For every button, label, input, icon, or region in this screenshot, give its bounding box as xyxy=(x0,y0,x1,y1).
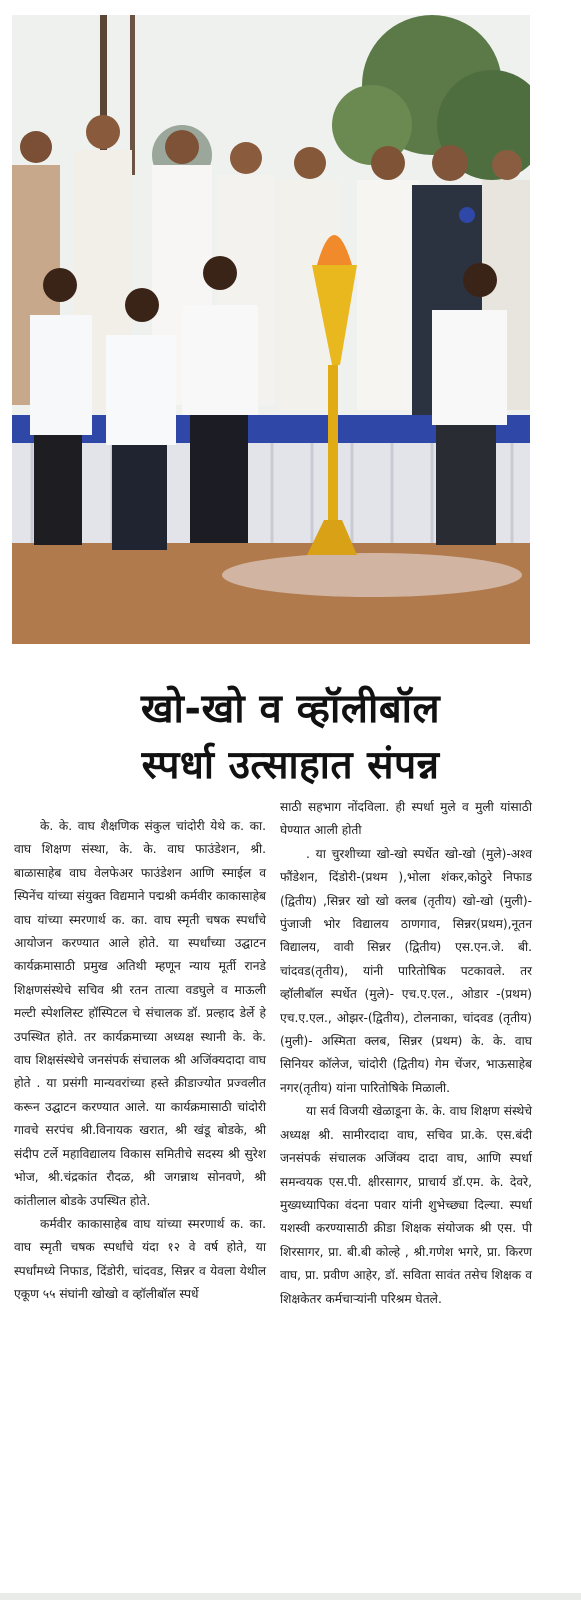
paragraph-thanks: या सर्व विजयी खेळाडूना के. के. वाघ शिक्षण संस्थेचे अध्यक्ष श्री. सामीरदादा वाघ, सचिव प्रा.के. एस.बंदी जनसंपर्क संचालक अजिंक्य दादा वाघ, आणि स्पर्धा समन्वयक एस.पी. क्षीरसागर, प्राचार्य डॉ.एम. के. देवरे, मुख्यध्यापिका वंदना पवार यांनी शुभेच्छ्या दिल्या. स्पर्धा यशस्वी करण्यासाठी क्रीडा शिक्षक संयोजक श्री एस. पी शिरसागर, प्रा. बी.बी कोल्हे , श्री.गणेश भगरे, प्रा. किरण वाघ, प्रा. प्रवीण आहेर, डॉ. सविता सावंत तसेच शिक्षक व शिक्षकेतर कर्मचाऱ्यांनी परिश्रम घेतले. xyxy=(280,1104,532,1306)
paragraph-results: . या चुरशीच्या खो-खो स्पर्धेत खो-खो (मुले)-अश्व फौंडेशन, दिंडोरी-(प्रथम ),भोला शंकर,कोठुरे निफाड (द्वितीय) ,सिन्नर खो खो क्लब (तृतीय) खो-खो (मुली)-पुंजाजी भोर विद्यालय ठाणगाव, सिन्नर(प्रथम),नूतन विद्यालय, वावी सिन्नर (द्वितीय) एस.एन.जे. बी. चांदवड(तृतीय), यांनी पारितोषिक पटकावले. तर व्हॉलीबॉल स्पर्धेत (मुले)- एच.ए.एल., ओडार -(प्रथम) एच.ए.एल., ओझर-(द्वितीय), टोलनाका, चांदवड (तृतीय) (मुली)- अस्मिता क्लब, सिन्नर (प्रथम) के. के. वाघ सिनियर कॉलेज, चांदोरी (द्वितीय) गेम चेंजर, भाऊसाहेब नगर(तृतीय) यांना पारितोषिके मिळाली. xyxy=(280,846,532,1095)
paragraph-intro: के. के. वाघ शैक्षणिक संकुल चांदोरी येथे क. का. वाघ शिक्षण संस्था, के. के. वाघ फाउंडेशन, श्री. बाळासाहेब वाघ वेलफेअर फाउंडेशन आणि स्माईल व स्पिनेंच यांच्या संयुक्त विद्यमाने पद्मश्री कर्मवीर काकासाहेब वाघ यांच्या स्मरणार्थ क. का. वाघ स्मृती चषक स्पर्धांचे आयोजन करण्यात आले होते. या स्पर्धांच्या उद्घाटन कार्यक्रमासाठी प्रमुख अतिथी म्हणून न्याय मूर्ती रानडे शिक्षणसंस्थेचे सचिव श्री रतन तात्या वडघुले व माऊली मल्टी स्पेशलिस्ट हॉस्पिटल चे संचालक डॉ. प्रल्हाद डेर्ले हे उपस्थित होते. तर कार्यक्रमाच्या अध्यक्ष स्थानी के. के. वाघ शिक्षसंस्थेचे जनसंपर्क संचालक श्री अजिंक्यदादा वाघ होते . या प्रसंगी मान्यवरांच्या हस्ते क्रीडाज्योत प्रज्वलीत करून उद्घाटन करण्यात आले. या कार्यक्रमासाठी चांदोरी गावचे सरपंच श्री.विनायक खरात, श्री खंडू बोडके, श्री संदीप टर्ले महाविद्यालय विकास समितीचे सदस्य श्री सुरेश भोज, श्री.चंद्रकांत रौदळ, श्री जगन्नाथ सोनवणे, श्री कांतीलाल बोडके उपस्थित होते. xyxy=(14,819,266,1208)
bottom-edge xyxy=(0,1593,581,1600)
headline-line-1: खो-खो व व्हॉलीबॉल xyxy=(140,686,441,732)
paragraph-continued: साठी सहभाग नोंदविला. ही स्पर्धा मुले व मुली यांसाठी घेण्यात आली होती xyxy=(280,800,532,838)
headline-line-2: स्पर्धा उत्साहात संपन्न xyxy=(141,743,440,788)
paragraph-teams: कर्मवीर काकासाहेब वाघ यांच्या स्मरणार्थ क. का. वाघ स्मृती चषक स्पर्धांचे यंदा १२ वे वर्ष होते, या स्पर्धांमध्ये निफाड, दिंडोरी, चांदवड, सिन्नर व येवला येथील एकूण ५५ संघांनी खोखो व व्हॉलीबॉल स्पर्धे xyxy=(14,1216,266,1302)
article-left-column xyxy=(14,815,266,1307)
article-right-column xyxy=(280,796,532,1311)
event-photo xyxy=(12,15,530,644)
torch-lighting-photo xyxy=(12,15,530,644)
